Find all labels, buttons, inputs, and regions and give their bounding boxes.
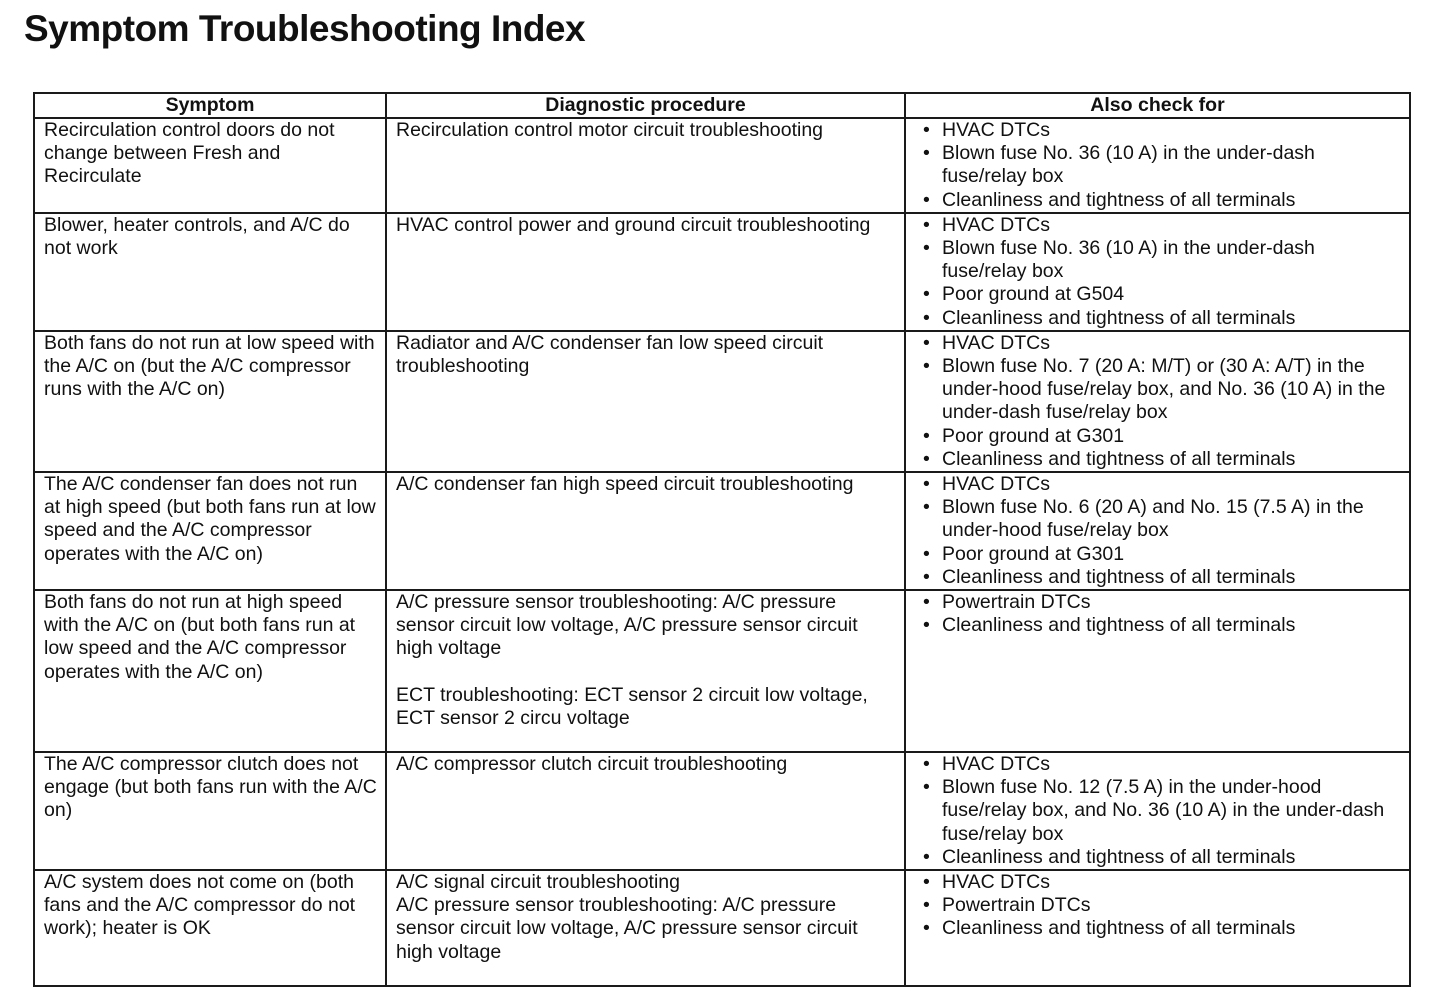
procedure-cell [386,752,905,870]
list-item: • HVAC DTCs [917,753,1401,776]
list-item: • Cleanliness and tightness of all terminals [917,614,1401,637]
list-item: • HVAC DTCs [917,871,1401,894]
table-row [34,590,1410,752]
list-item: • Blown fuse No. 12 (7.5 A) in the under-hood fuse/relay box, and No. 36 (10 A) in the under-dash fuse/relay box [917,776,1401,846]
symptom-cell: Both fans do not run at low speed with the A/C on (but the A/C compressor runs with the A/C on) [34,331,386,472]
column-header-symptom: Symptom [34,93,386,118]
list-item: • HVAC DTCs [917,473,1401,496]
procedure-text: A/C signal circuit troubleshooting [396,871,680,894]
column-header-procedure: Diagnostic procedure [386,93,905,118]
symptom-cell: Blower, heater controls, and A/C do not work [34,213,386,331]
list-item: • Powertrain DTCs [917,894,1401,917]
procedure-text: A/C pressure sensor troubleshooting: A/C pressure sensor circuit low voltage, A/C pressure sensor circuit high voltage [396,894,858,963]
list-item: • Blown fuse No. 36 (10 A) in the under-dash fuse/relay box [917,237,1401,283]
column-header-also-check: Also check for [905,93,1410,118]
also-check-cell [905,118,1410,213]
procedure-text: Recirculation control motor circuit troubleshooting [396,119,824,141]
list-item: • Blown fuse No. 7 (20 A: M/T) or (30 A: A/T) in the under-hood fuse/relay box, and No. 36 (10 A) in the under-dash fuse/relay box [917,355,1401,425]
symptom-table [33,92,1411,987]
symptom-cell: Recirculation control doors do not change between Fresh and Recirculate [34,118,386,213]
procedure-text: A/C condenser fan high speed circuit troubleshooting [396,473,854,496]
procedure-text: A/C compressor clutch circuit troubleshooting [396,753,788,776]
also-check-list [915,214,1401,330]
procedure-cell [386,870,905,986]
list-item: • HVAC DTCs [917,119,1401,142]
also-check-cell [905,213,1410,331]
list-item: • Cleanliness and tightness of all terminals [917,448,1401,471]
also-check-list [915,591,1401,637]
table-row [34,213,1410,331]
procedure-cell [386,590,905,752]
list-item: • Blown fuse No. 36 (10 A) in the under-dash fuse/relay box [917,142,1401,188]
list-item: • Cleanliness and tightness of all terminals [917,566,1401,589]
procedure-cell [386,472,905,590]
list-item: • HVAC DTCs [917,214,1401,237]
symptom-cell: A/C system does not come on (both fans and the A/C compressor do not work); heater is OK [34,870,386,986]
also-check-list [915,332,1401,471]
also-check-cell [905,472,1410,590]
procedure-text: ECT troubleshooting: ECT sensor 2 circuit low voltage, ECT sensor 2 circu voltage [396,683,868,729]
also-check-list [915,753,1401,869]
table-header-row [34,93,1410,118]
symptom-cell: The A/C compressor clutch does not engage (but both fans run with the A/C on) [34,752,386,870]
list-item: • Cleanliness and tightness of all terminals [917,917,1401,940]
also-check-list [915,119,1401,212]
list-item: • Cleanliness and tightness of all terminals [917,307,1401,330]
also-check-list [915,871,1401,941]
procedure-text: Radiator and A/C condenser fan low speed circuit troubleshooting [396,331,824,378]
also-check-cell [905,590,1410,752]
page-title: Symptom Troubleshooting Index [24,8,586,49]
list-item: • Poor ground at G301 [917,425,1401,448]
symptom-cell: Both fans do not run at high speed with the A/C on (but both fans run at low speed and the A/C compressor operates with the A/C on) [34,590,386,752]
list-item: • Poor ground at G301 [917,543,1401,566]
also-check-cell [905,870,1410,986]
table-row [34,870,1410,986]
procedure-text: HVAC control power and ground circuit troubleshooting [396,213,871,236]
procedure-cell [386,331,905,472]
list-item: • Cleanliness and tightness of all terminals [917,846,1401,869]
list-item: • HVAC DTCs [917,332,1401,355]
list-item: • Blown fuse No. 6 (20 A) and No. 15 (7.5 A) in the under-hood fuse/relay box [917,496,1401,542]
also-check-list [915,473,1401,589]
table-row [34,331,1410,472]
procedure-cell [386,213,905,331]
also-check-cell [905,331,1410,472]
table-row [34,752,1410,870]
also-check-cell [905,752,1410,870]
list-item: • Powertrain DTCs [917,591,1401,614]
table-row [34,118,1410,213]
list-item: • Cleanliness and tightness of all terminals [917,189,1401,212]
list-item: • Poor ground at G504 [917,283,1401,306]
symptom-cell: The A/C condenser fan does not run at high speed (but both fans run at low speed and the A/C compressor operates with the A/C on) [34,472,386,590]
table-row [34,472,1410,590]
procedure-text: A/C pressure sensor troubleshooting: A/C pressure sensor circuit low voltage, A/C pressure sensor circuit high voltage [396,591,858,660]
procedure-cell [386,118,905,213]
